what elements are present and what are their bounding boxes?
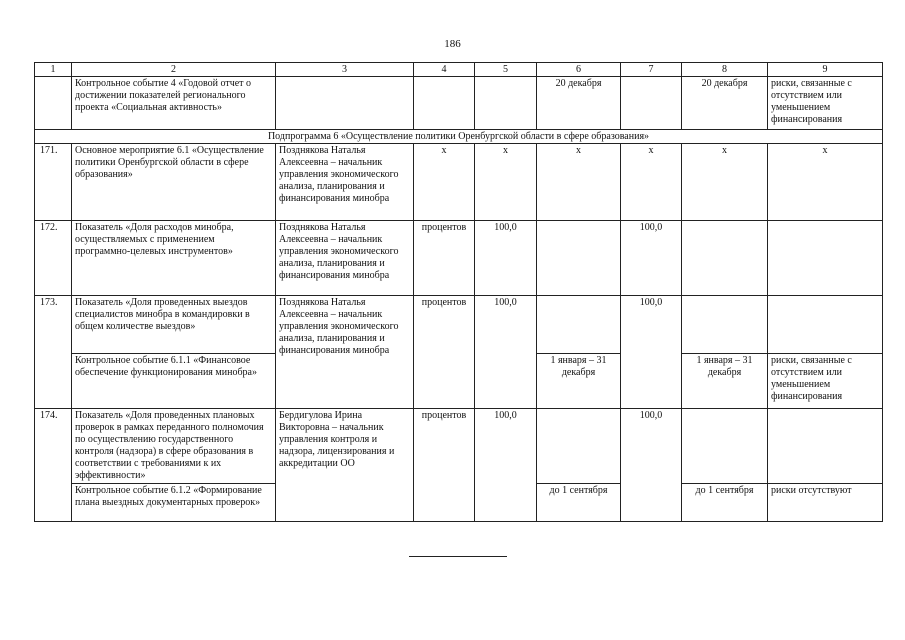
responsible-empty xyxy=(276,77,414,130)
table-row-173 xyxy=(35,296,883,354)
subprogram-title: Подпрограмма 6 «Осуществление политики Оренбургской области в сфере образования» xyxy=(35,130,883,144)
target-value: 100,0 xyxy=(621,221,682,296)
cell-x: х xyxy=(537,144,621,221)
indicator-name: Показатель «Доля проведенных плановых проверок в рамках переданного полномочия по осуществлению государственного контроля (надзора) в сфере образования в соответствии с требованиями к их эффективности» xyxy=(72,409,276,484)
value-empty xyxy=(621,77,682,130)
unit-empty xyxy=(414,77,475,130)
cell-x: х xyxy=(414,144,475,221)
unit: процентов xyxy=(414,296,475,409)
col-header-4: 4 xyxy=(414,63,475,77)
plan-table xyxy=(34,62,883,522)
risk-text: риски, связанные с отсутствием или уменьшением финансирования xyxy=(768,354,883,409)
col-header-1: 1 xyxy=(35,63,72,77)
unit: процентов xyxy=(414,409,475,522)
measure-name: Основное мероприятие 6.1 «Осуществление политики Оренбургской области в сфере образования» xyxy=(72,144,276,221)
responsible-person: Бердигулова Ирина Викторовна – начальник управления контроля и надзора, лицензирования и аккредитации ОО xyxy=(276,409,414,522)
target-value: 100,0 xyxy=(621,296,682,409)
date-start: 20 декабря xyxy=(537,77,621,130)
subprogram-row xyxy=(35,130,883,144)
column-number-row xyxy=(35,63,883,77)
indicator-name: Показатель «Доля проведенных выездов специалистов минобра в командировки в общем количестве выездов» xyxy=(72,296,276,354)
risk-text: риски, связанные с отсутствием или уменьшением финансирования xyxy=(768,77,883,130)
col-header-2: 2 xyxy=(72,63,276,77)
table-row-171 xyxy=(35,144,883,221)
responsible-person: Позднякова Наталья Алексеевна – начальник управления экономического анализа, планирования и финансирования минобра xyxy=(276,296,414,409)
base-value: 100,0 xyxy=(475,296,537,409)
value-empty xyxy=(537,221,621,296)
cell-x: х xyxy=(682,144,768,221)
date-end: 1 января – 31 декабря xyxy=(682,354,768,409)
responsible-person: Позднякова Наталья Алексеевна – начальник управления экономического анализа, планирования и финансирования минобра xyxy=(276,221,414,296)
cell-x: х xyxy=(768,144,883,221)
value-empty xyxy=(682,296,768,354)
row-number-empty xyxy=(35,77,72,130)
control-event-6-1-2: Контрольное событие 6.1.2 «Формирование плана выездных документарных проверок» xyxy=(72,484,276,522)
date-end: 20 декабря xyxy=(682,77,768,130)
value-empty xyxy=(768,409,883,484)
table-row-172 xyxy=(35,221,883,296)
base-value: 100,0 xyxy=(475,221,537,296)
value-empty xyxy=(475,77,537,130)
base-value: 100,0 xyxy=(475,409,537,522)
row-number: 172. xyxy=(35,221,72,296)
footer-divider xyxy=(409,556,507,557)
col-header-5: 5 xyxy=(475,63,537,77)
date-start: 1 января – 31 декабря xyxy=(537,354,621,409)
indicator-name: Показатель «Доля расходов минобра, осуществляемых с применением программно-целевых инструментов» xyxy=(72,221,276,296)
table-row-174 xyxy=(35,409,883,484)
page-number: 186 xyxy=(444,38,461,50)
control-event-6-1-1: Контрольное событие 6.1.1 «Финансовое обеспечение функционирования минобра» xyxy=(72,354,276,409)
col-header-3: 3 xyxy=(276,63,414,77)
value-empty xyxy=(768,296,883,354)
value-empty xyxy=(537,296,621,354)
responsible-person: Позднякова Наталья Алексеевна – начальник управления экономического анализа, планирования и финансирования минобра xyxy=(276,144,414,221)
row-number: 173. xyxy=(35,296,72,409)
value-empty xyxy=(768,221,883,296)
table-row-continuation xyxy=(35,77,883,130)
control-event-4: Контрольное событие 4 «Годовой отчет о достижении показателей регионального проекта «Социальная активность» xyxy=(72,77,276,130)
cell-x: х xyxy=(621,144,682,221)
date-end: до 1 сентября xyxy=(682,484,768,522)
value-empty xyxy=(682,221,768,296)
col-header-6: 6 xyxy=(537,63,621,77)
value-empty xyxy=(682,409,768,484)
target-value: 100,0 xyxy=(621,409,682,522)
cell-x: х xyxy=(475,144,537,221)
col-header-8: 8 xyxy=(682,63,768,77)
date-start: до 1 сентября xyxy=(537,484,621,522)
risk-text: риски отсутствуют xyxy=(768,484,883,522)
unit: процентов xyxy=(414,221,475,296)
col-header-7: 7 xyxy=(621,63,682,77)
row-number: 174. xyxy=(35,409,72,522)
value-empty xyxy=(537,409,621,484)
row-number: 171. xyxy=(35,144,72,221)
col-header-9: 9 xyxy=(768,63,883,77)
